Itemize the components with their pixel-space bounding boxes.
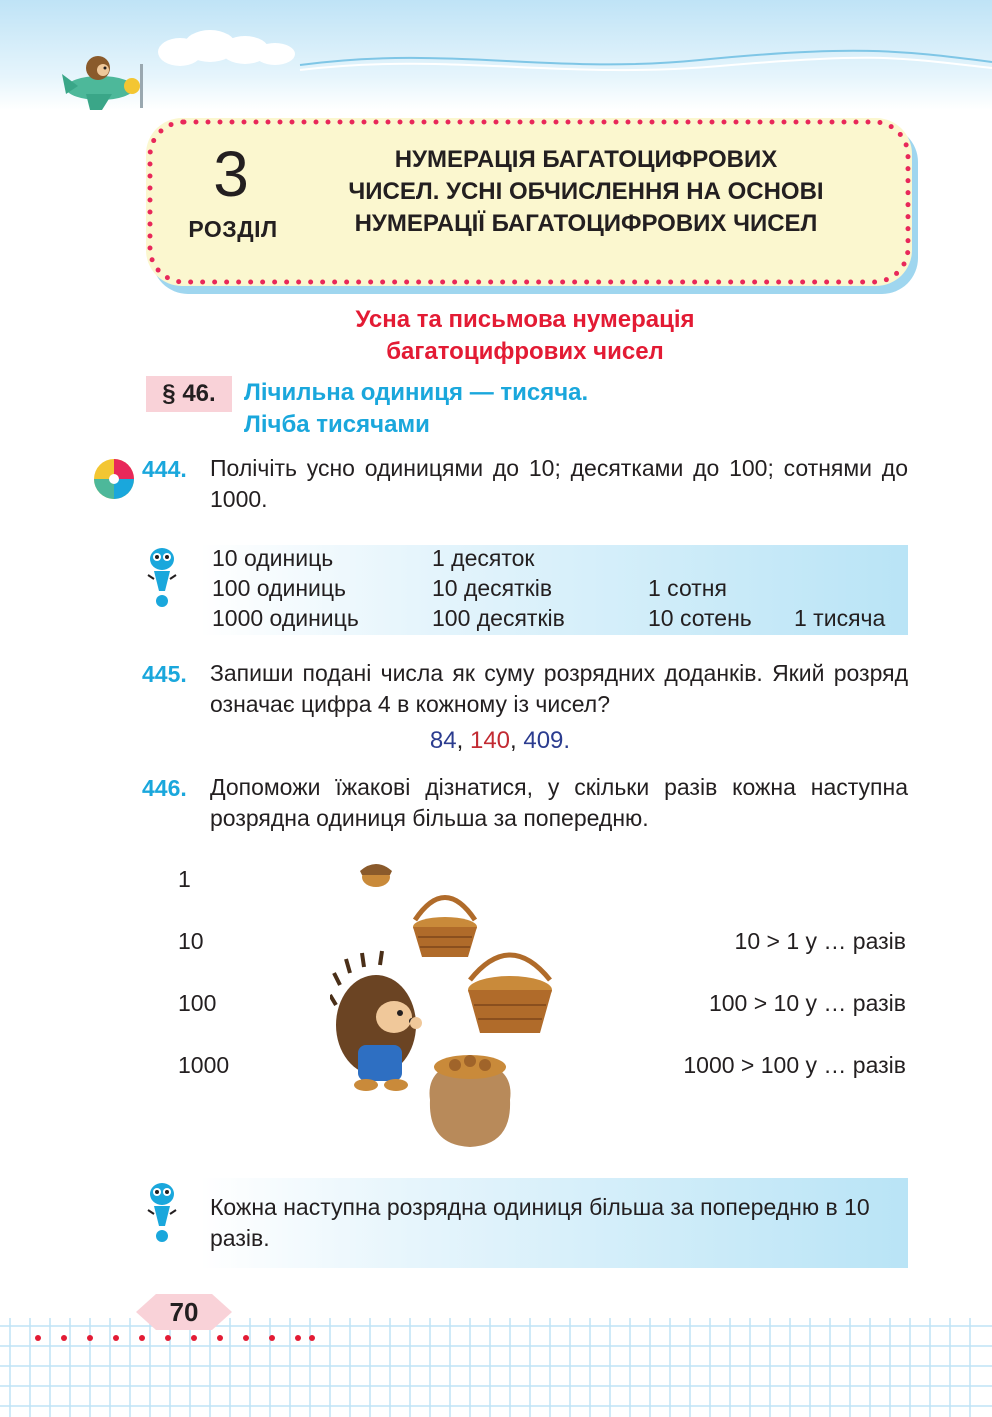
table-cell: 100 одиниць (212, 575, 347, 601)
exercise-number: 446. (142, 775, 187, 801)
number-value: 84 (429, 727, 457, 754)
sack-icon (430, 1055, 511, 1147)
table-cell: 1 десяток (432, 545, 535, 571)
unit-row-left: 1 (178, 866, 191, 892)
exercise-text: Запиши подані числа як суму розрядних доданків. Який розряд означає цифра 4 в кожному із чисел? (210, 660, 908, 717)
paragraph-title-line: Лічба тисячами (244, 411, 430, 438)
basket-icon (468, 955, 552, 1033)
number-value: 140 (469, 727, 511, 754)
chapter-title (296, 144, 876, 240)
table-cell: 1 сотня (648, 575, 727, 601)
table-cell: 10 одиниць (212, 545, 334, 571)
page-number: 70 (169, 1297, 199, 1327)
table-cell: 1000 одиниць (212, 605, 359, 631)
exercise-number: 445. (142, 661, 187, 687)
chapter-title-line: НУМЕРАЦІЇ БАГАТОЦИФРОВИХ ЧИСЕЛ (354, 210, 818, 237)
unit-row-left: 1000 (178, 1052, 230, 1078)
table-cell: 100 десятків (432, 605, 565, 631)
section-heading (290, 304, 760, 368)
hedgehog-icon (330, 951, 422, 1091)
basket-icon (413, 898, 477, 958)
chapter-title-line: НУМЕРАЦІЯ БАГАТОЦИФРОВИХ (394, 146, 778, 173)
exercise-numbers (210, 725, 790, 757)
comparison-text: 1000 > 100 у … разів (683, 1052, 906, 1078)
cloud-icon (150, 28, 300, 68)
exclamation-mascot-icon (140, 1180, 184, 1246)
unit-row-left: 100 (178, 990, 217, 1016)
chapter-word: РОЗДІЛ (188, 216, 278, 242)
exercise-text: Полічіть усно одиницями до 10; десятками до 100; сотнями до 1000. (210, 455, 908, 512)
exercise-number: 444. (142, 456, 187, 482)
chapter-title-line: ЧИСЕЛ. УСНІ ОБЧИСЛЕННЯ НА ОСНОВІ (348, 178, 824, 205)
number-value: 409 (523, 727, 564, 754)
acorn-icon (360, 864, 392, 887)
puzzle-icon (92, 457, 136, 501)
paragraph-badge: § 46. (146, 376, 232, 412)
airplane-hedgehog-icon (56, 44, 148, 116)
section-heading-line: багатоцифрових чисел (386, 338, 664, 365)
section-heading-line: Усна та письмова нумерація (355, 306, 695, 333)
hedgehog-acorns-illustration (330, 855, 570, 1155)
paragraph-title-line: Лічильна одиниця — тисяча. (244, 379, 589, 406)
footer-grid (0, 1318, 992, 1417)
end-mark: . (563, 727, 571, 754)
table-cell: 10 сотень (648, 605, 752, 631)
comparison-text: 100 > 10 у … разів (708, 990, 906, 1016)
table-cell: 10 десятків (432, 575, 553, 601)
exercise-text: Допоможи їжакові дізнатися, у скільки разів кожна наступна розрядна одиниця більша за попередню. (210, 774, 908, 831)
separator: , (510, 727, 524, 754)
unit-row-left: 10 (178, 928, 204, 954)
table-cell: 1 тисяча (794, 605, 886, 631)
horizon-wave (0, 40, 992, 80)
paragraph-title (244, 377, 804, 441)
chapter-number: 3 (213, 138, 249, 210)
comparison-text: 10 > 1 у … разів (734, 928, 906, 954)
exclamation-mascot-icon (140, 545, 184, 611)
chapter-header (146, 118, 912, 286)
separator: , (456, 727, 470, 754)
rule-text: Кожна наступна розрядна одиниця більша за попередню в 10 разів. (210, 1194, 870, 1251)
